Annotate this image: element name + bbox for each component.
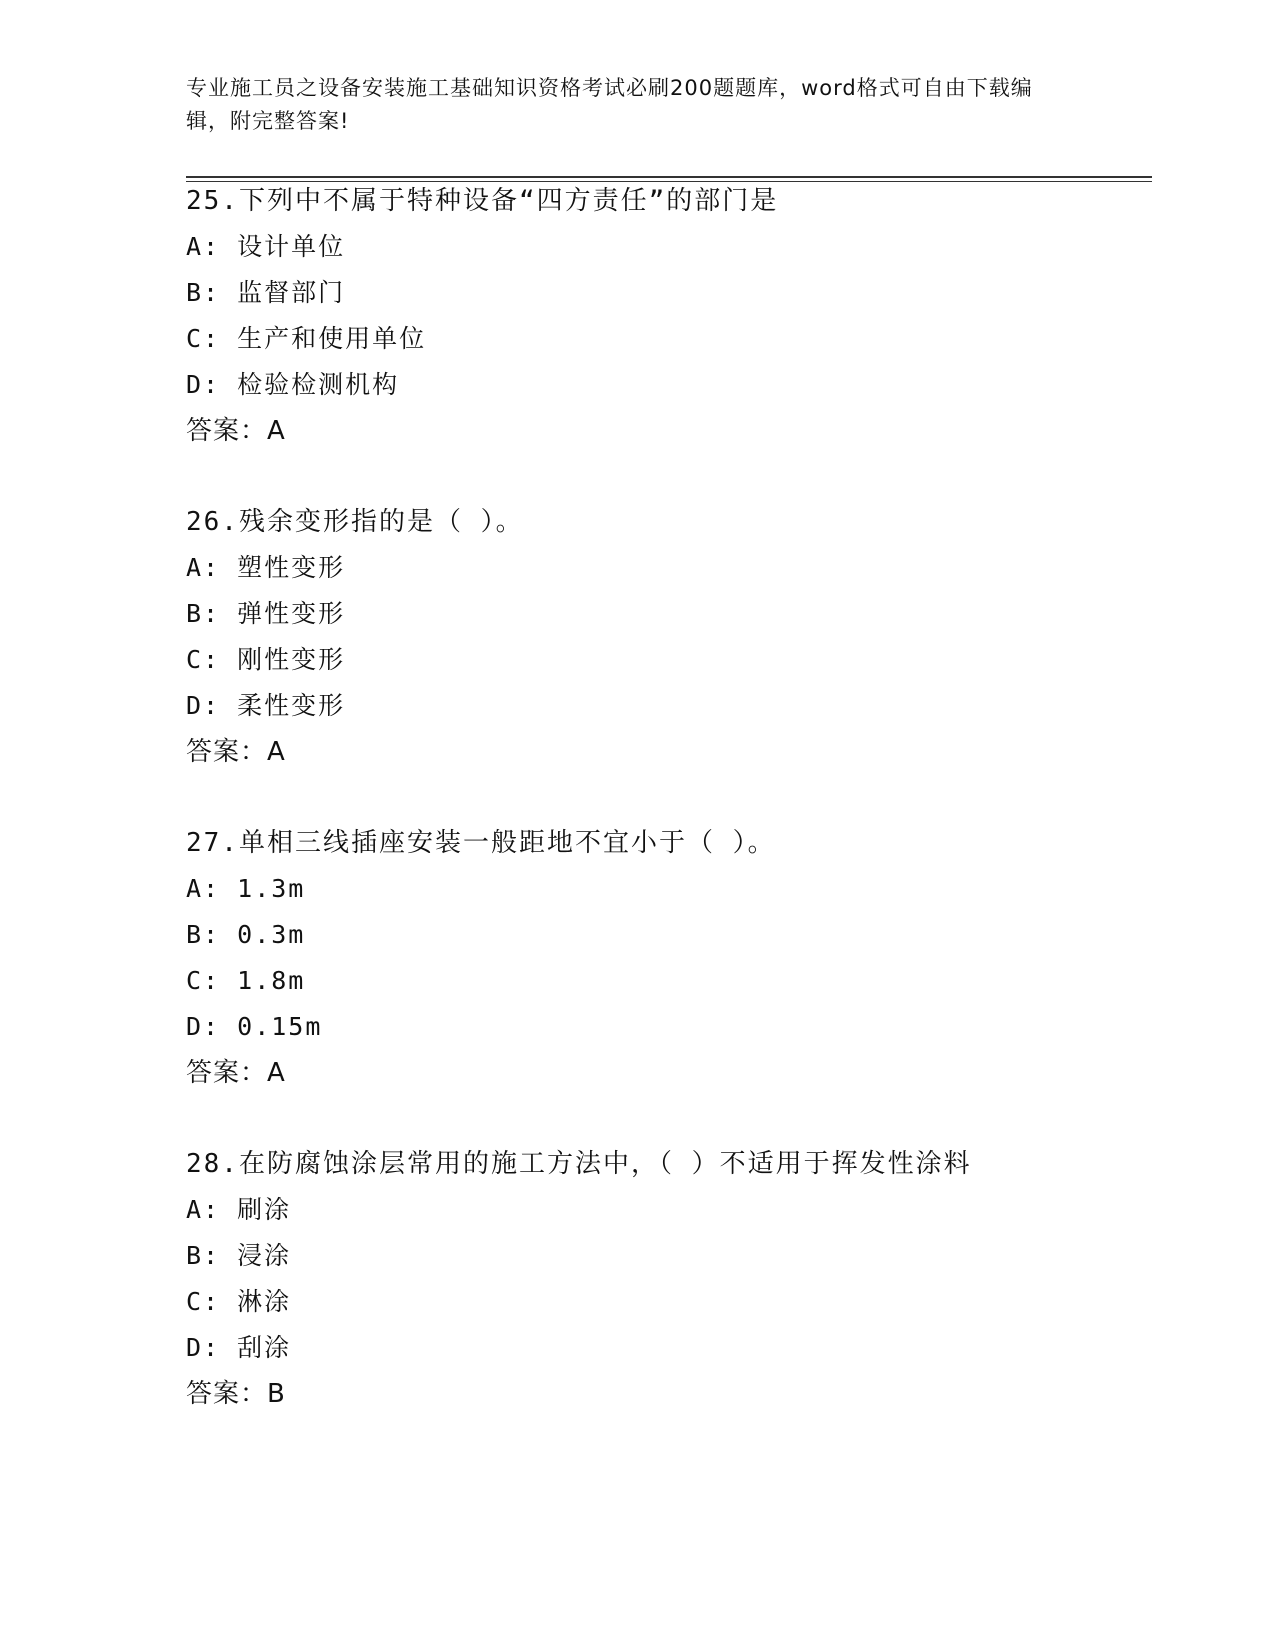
question-text: 25.下列中不属于特种设备“四方责任”的部门是 (186, 186, 779, 216)
option-a: A: 塑性变形 (186, 553, 346, 582)
question-block (186, 820, 1146, 1096)
option-a: A: 设计单位 (186, 232, 346, 261)
answer-line: 答案：A (186, 416, 286, 446)
option-c: C: 淋涂 (186, 1287, 292, 1316)
option-a: A: 1.3m (186, 874, 306, 903)
option-d: D: 0.15m (186, 1012, 323, 1041)
option-a: A: 刷涂 (186, 1195, 292, 1224)
option-b: B: 0.3m (186, 920, 306, 949)
answer-line: 答案：B (186, 1379, 286, 1409)
option-d: D: 柔性变形 (186, 691, 346, 720)
answer-line: 答案：A (186, 1058, 286, 1088)
question-text: 28.在防腐蚀涂层常用的施工方法中，（ ）不适用于挥发性涂料 (186, 1149, 972, 1179)
question-text: 26.残余变形指的是（ ）。 (186, 507, 524, 537)
option-b: B: 监督部门 (186, 278, 346, 307)
question-block (186, 499, 1146, 775)
option-c: C: 刚性变形 (186, 645, 346, 674)
question-block (186, 1141, 1146, 1417)
option-d: D: 检验检测机构 (186, 370, 400, 399)
answer-line: 答案：A (186, 737, 286, 767)
question-block (186, 178, 1146, 454)
document-intro: 专业施工员之设备安装施工基础知识资格考试必刷200题题库，word格式可自由下载编辑，附完整答案! (186, 76, 1033, 133)
option-b: B: 浸涂 (186, 1241, 292, 1270)
option-c: C: 生产和使用单位 (186, 324, 427, 353)
option-b: B: 弹性变形 (186, 599, 346, 628)
question-text: 27.单相三线插座安装一般距地不宜小于（ ）。 (186, 828, 776, 858)
option-c: C: 1.8m (186, 966, 306, 995)
option-d: D: 刮涂 (186, 1333, 292, 1362)
